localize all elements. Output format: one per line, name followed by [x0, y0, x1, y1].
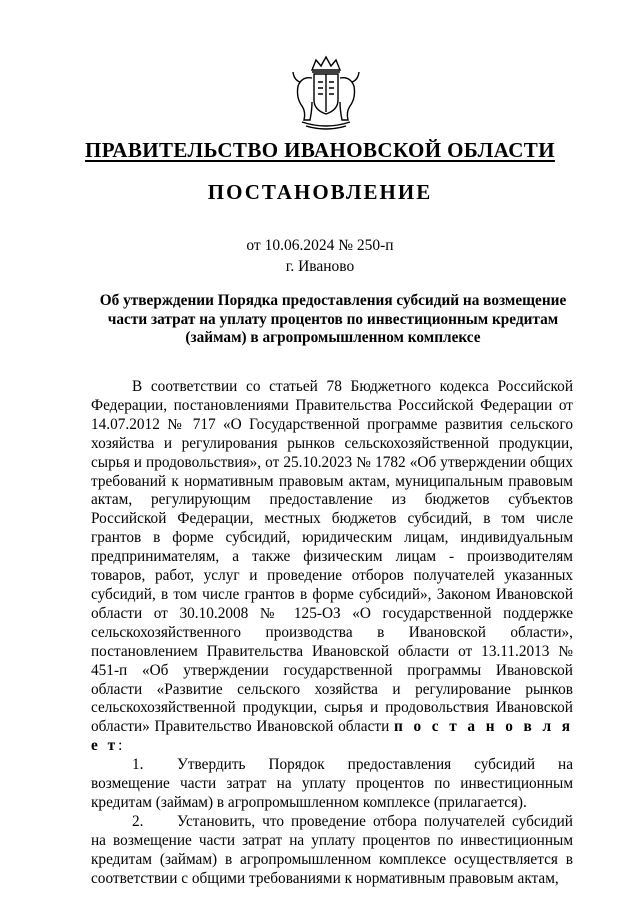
- decree-colon: :: [118, 737, 123, 755]
- list-item: [91, 813, 573, 889]
- item-text: Утвердить Порядок предоставления субсидий на возмещение части затрат на уплату процентов по инвестиционным кредитам (займам) в агропромышленном комплексе (прилагается).: [91, 756, 573, 811]
- item-number: 1.: [132, 756, 144, 774]
- ivanovo-oblast-coat-of-arms-icon: [290, 52, 362, 132]
- document-city: г. Иваново: [285, 258, 355, 275]
- item-number: 2.: [132, 812, 144, 830]
- list-item: [91, 756, 573, 813]
- document-type: ПОСТАНОВЛЕНИЕ: [207, 180, 433, 204]
- decree-word: п о с т а н о в л я е т: [91, 718, 574, 755]
- preamble-paragraph: [91, 378, 573, 756]
- item-text: Установить, что проведение отбора получателей субсидий на возмещение части затрат на уплату процентов по инвестиционным кредитам (займам) в агропромышленном комплексе осуществляется в соответствии с общими требованиями к нормативным правовым актам,: [91, 812, 573, 887]
- document-title: Об утверждении Порядка предоставления субсидий на возмещение части затрат на уплату процентов по инвестиционным кредитам (займам) в агропромышленном комплексе: [99, 292, 567, 346]
- document-body: [91, 378, 573, 888]
- preamble-text: В соответствии со статьей 78 Бюджетного кодекса Российской Федерации, постановлениями Правительства Российской Федерации от 14.07.2012 № 717 «О Государственной программе развития сельского хозяйства и регулирования рынков сельскохозяйственной продукции, сырья и продовольствия», от 25.10.2023 № 1782 «Об утверждении общих требований к нормативным правовым актам, муниципальным правовым актам, регулирующим предоставление из бюджетов субъектов Российской Федерации, местных бюджетов субсидий, в том числе грантов в форме субсидий, юридическим лицам, индивидуальным предпринимателям, а также физическим лицам - производителям товаров, работ, услуг и проведение отборов получателей указанных субсидий, в том числе грантов в форме субсидий», Законом Ивановской области от 30.10.2008 № 125-ОЗ «О государственной поддержке сельскохозяйственного производства в Ивановской области», постановлением Правительства Ивановской области от 13.11.2013 № 451-п «Об утверждении государственной программы Ивановской области «Развитие сельского хозяйства и регулирование рынков сельскохозяйственной продукции, сырья и продовольствия Ивановской области» Правительство Ивановской области: [91, 378, 573, 736]
- document-date-number: от 10.06.2024 № 250-п: [246, 237, 394, 254]
- government-name: ПРАВИТЕЛЬСТВО ИВАНОВСКОЙ ОБЛАСТИ: [85, 138, 555, 162]
